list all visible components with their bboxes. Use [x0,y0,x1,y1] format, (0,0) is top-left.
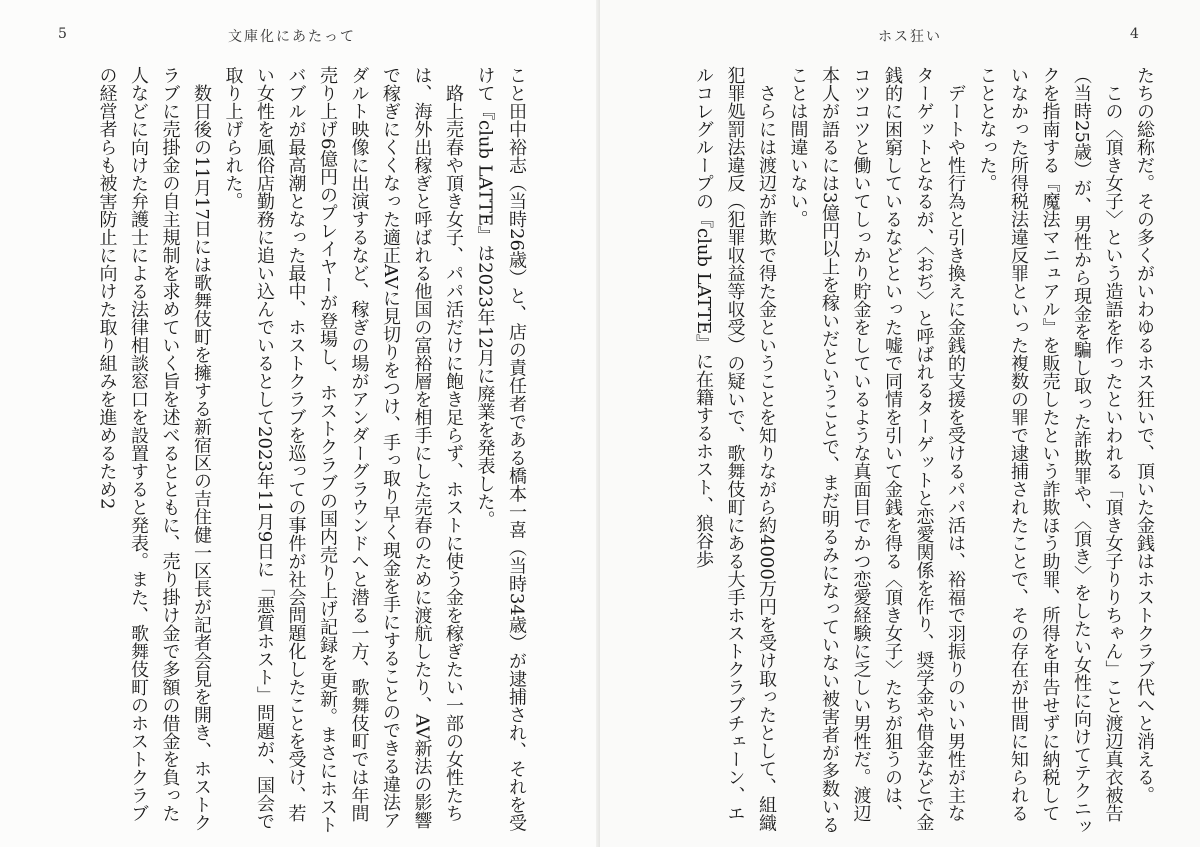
left-body-text [12,66,532,836]
left-page-number: 5 [58,26,67,42]
right-paragraph-4: さらには渡辺が詐欺で得た金ということを知りながら約4000万円を受け取ったとして、組織犯罪処罰法違反（犯罪収益等収受）の疑いで、歌舞伎町にある大手ホストクラブチェーン、エルコレグループの『club LATTE』に在籍するホスト、狼谷歩 [693,66,777,832]
right-running-head: ホス狂い [878,29,942,45]
right-paragraph-2: この〈頂き女子〉という造語を作ったといわれる「頂き女子りりちゃん」こと渡辺真衣被告（当時25歳）が、男性から現金を騙し取った詐欺罪や、〈頂き〉をしたい女性に向けてテクニックを指南する『魔法マニュアル』を販売したという詐欺ほう助罪、所得を申告せずに納税していなかった所得税法違反罪といった複数の罪で逮捕されたことで、その存在が世間に知られることとなった。 [976,66,1124,836]
right-body-text [612,66,1160,836]
left-running-head: 文庫化にあたって [228,29,356,45]
left-paragraph-2: 路上売春や頂き女子、パパ活だけに飽き足らず、ホストに使う金を稼ぎたい一部の女性たちは、海外出稼ぎと呼ばれる他国の富裕層を相手にした売春のために渡航したり、AV新法の影響で稼ぎにくくなった適正AVに見切りをつけ、手っ取り早く現金を手にすることのできる違法アダルト映像に出演するなど、稼ぎの場がアンダーグラウンドへと潜る一方、歌舞伎町では年間売り上げ6億円のプレイヤーが登場し、ホストクラブの国内売り上げ記録を更新。まさにホストバブルが最高潮となった最中、ホストクラブを巡っての事件が社会問題化したことを受け、若い女性を風俗店勤務に追い込んでいるとして2023年11月9日に「悪質ホスト」問題が、国会で取り上げられた。 [222,66,464,834]
right-paragraph-3: デートや性行為と引き換えに金銭的支援を受けるパパ活は、裕福で羽振りのいい男性が主なターゲットとなるが、〈おぢ〉と呼ばれるターゲットと恋愛関係を作り、奨学金や借金などで金銭的に困窮しているなどといった嘘で同情を引いて金銭を得る〈頂き女子〉たちが狙うのは、コツコツと働いてしっかり貯金をしているような真面目でかつ恋愛経験に乏しい男性だ。渡辺本人が語るには3億円以上を稼いだということで、まだ明るみになっていない被害者が多数いることは間違いない。 [787,66,966,834]
right-paragraph-1: たちの総称だ。その多くがいわゆるホス狂いで、頂いた金銭はホストクラブ代へと消える。 [1134,66,1155,804]
right-page-number: 4 [1130,26,1139,42]
left-paragraph-1: こと田中裕志（当時26歳）と、店の責任者である橋本一喜（当時34歳）が逮捕され、それを受けて『club LATTE』は2023年12月に廃業を発表した。 [474,66,527,832]
left-paragraph-3: 数日後の11月17日には歌舞伎町を擁する新宿区の吉住健一区長が記者会見を開き、ホストクラブに売掛金の自主規制を求めていく旨を述べるとともに、売り掛け金で多額の借金を負った人などに向けた弁護士による法律相談窓口を設置すると発表。また、歌舞伎町のホストクラブの経営者らも被害防止に向けた取り組みを進めるため2 [96,66,212,832]
